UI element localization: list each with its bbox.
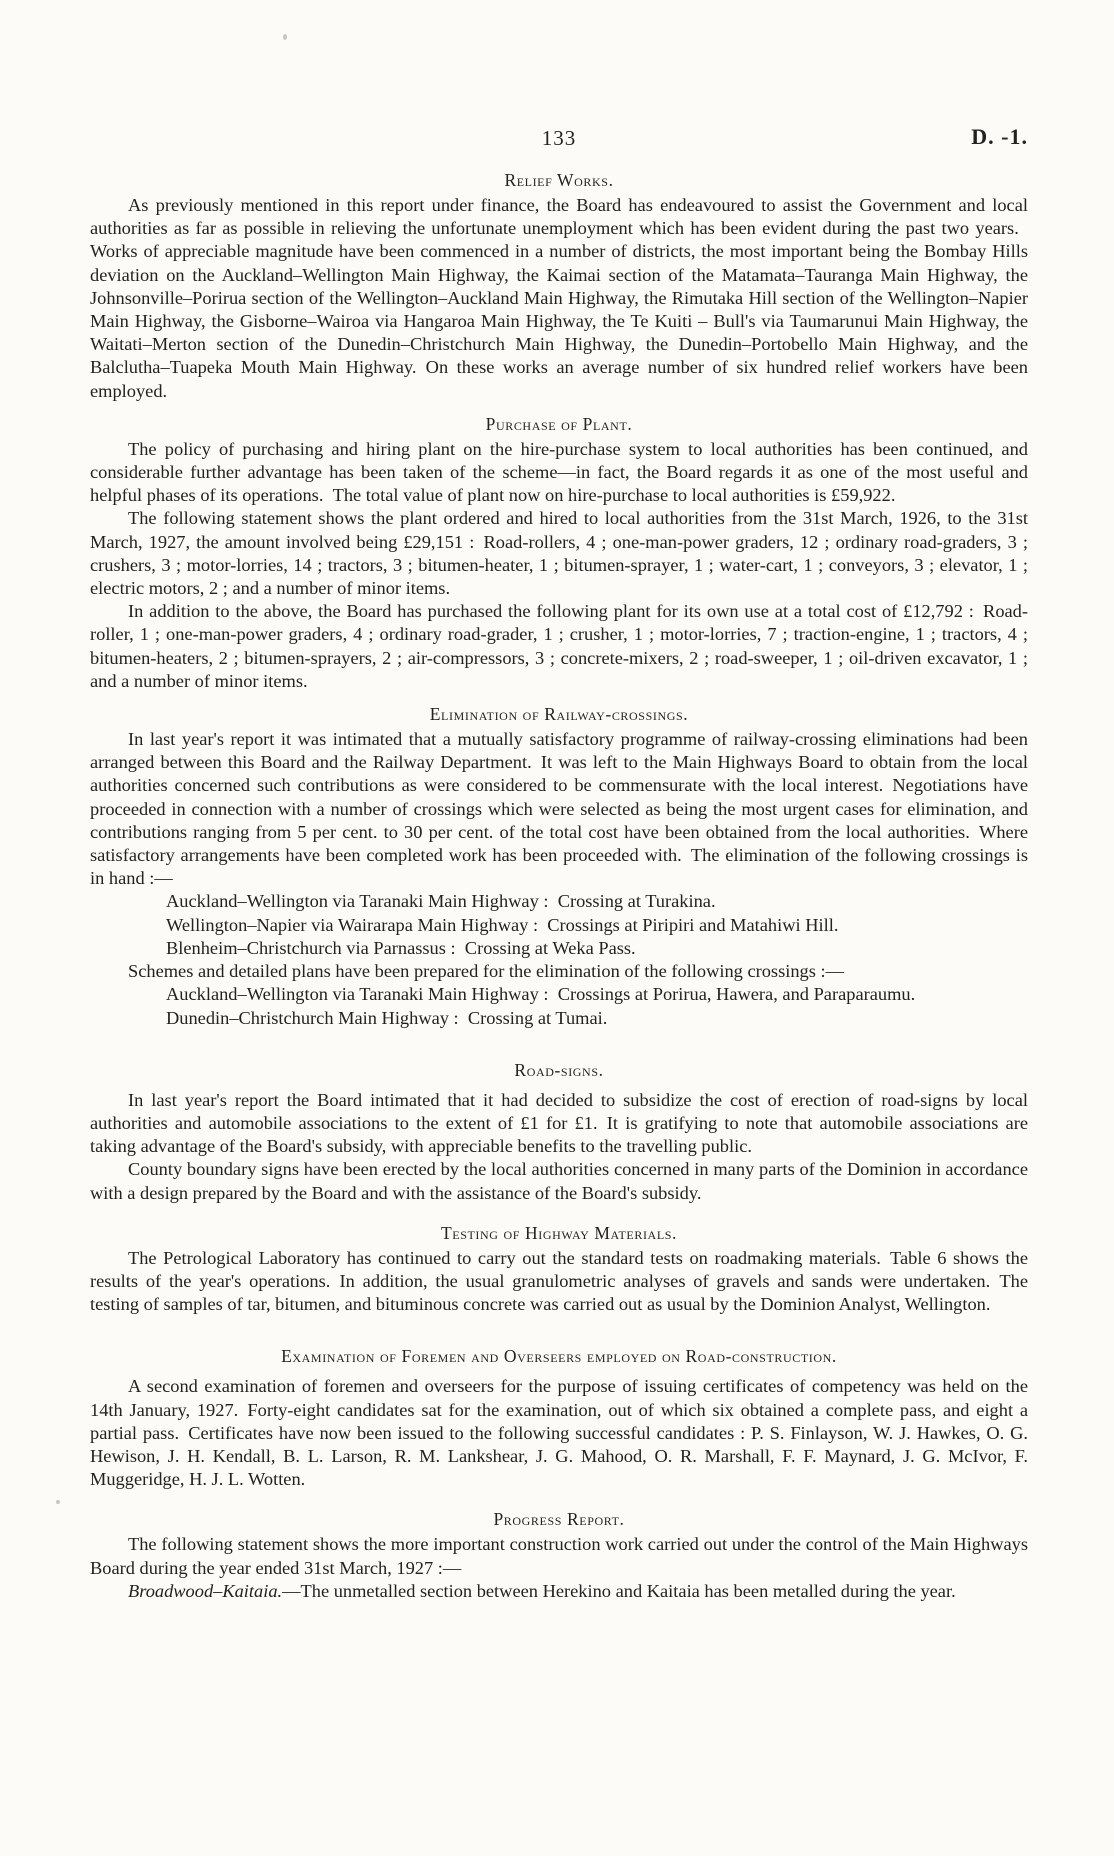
paragraph: In addition to the above, the Board has purchased the following plant for its own use at a total cost of £12,792 : Road-roller, 1 ; one-man-power graders, 4 ; ordinary road-grader, 1 ; crusher, 1 ; motor-lorries, 7 ; traction-engine, 1 ; tractors, 4 ; bitumen-heaters, 2 ; bitumen-sprayers, 2 ; air-compressors, 3 ; concrete-mixers, 2 ; road-sweeper, 1 ; oil-driven excavator, 1 ; and a number of minor items. [90, 601, 1028, 691]
section-heading: Examination of Foremen and Overseers employed on Road-construction. [281, 1346, 837, 1367]
crossing-item: Blenheim–Christchurch via Parnassus : Crossing at Weka Pass. [166, 937, 636, 958]
section-heading: Elimination of Railway-crossings. [429, 704, 689, 725]
crossing-item: Auckland–Wellington via Taranaki Main Highway : Crossing at Turakina. [166, 891, 716, 912]
section-heading: Progress Report. [493, 1509, 625, 1530]
highway-name: Broadwood–Kaitaia. [128, 1580, 283, 1601]
section-purchase-of-plant [90, 414, 1028, 693]
crossing-item: Dunedin–Christchurch Main Highway : Crossing at Tumai. [166, 1007, 608, 1028]
page-number: 133 [541, 126, 577, 150]
scan-artifact [56, 1500, 60, 1504]
section-heading: Relief Works. [504, 170, 614, 190]
paragraph: As previously mentioned in this report under finance, the Board has endeavoured to assist the Government and local authorities as far as possible in relieving the unfortunate unemployment which has been evident during the past two years. Works of appreciable magnitude have been commenced in a number of districts, the most important being the Bombay Hills deviation on the Auckland–Wellington Main Highway, the Kaimai section of the Matamata–Tauranga Main Highway, the Johnsonville–Porirua section of the Wellington–Auckland Main Highway, the Rimutaka Hill section of the Wellington–Napier Main Highway, the Gisborne–Wairoa via Hangaroa Main Highway, the Te Kuiti – Bull's via Taumarunui Main Highway, the Waitati–Merton section of the Dunedin–Christchurch Main Highway, the Dunedin–Portobello Main Highway, and the Balclutha–Tuapeka Mouth Main Highway. On these works an average number of six hundred relief workers have been employed. [90, 195, 1028, 401]
document-reference: D. -1. [971, 124, 1028, 149]
paragraph: The Petrological Laboratory has continued to carry out the standard tests on roadmaking materials. Table 6 shows the results of the year's operations. In addition, the usual granulometric analyses of gravels and sands were undertaken. The testing of samples of tar, bitumen, and bituminous concrete was carried out as usual by the Dominion Analyst, Wellington. [90, 1247, 1028, 1315]
crossing-item: Auckland–Wellington via Taranaki Main Highway : Crossings at Porirua, Hawera, and Paraparaumu. [166, 984, 916, 1005]
paragraph: In last year's report it was intimated that a mutually satisfactory programme of railway-crossing eliminations had been arranged between this Board and the Railway Department. It was left to the Main Highways Board to obtain from the local authorities concerned such contributions as were considered to be commensurate with the local interest. Negotiations have proceeded in connection with a number of crossings which were selected as being the most urgent cases for elimination, and contributions ranging from 5 per cent. to 30 per cent. of the total cost have been obtained from the local authorities. Where satisfactory arrangements have been completed work has been proceeded with. The elimination of the following crossings is in hand :— [90, 729, 1028, 889]
section-railway-crossings [90, 704, 1028, 1030]
paragraph: The following statement shows the more important construction work carried out under the control of the Main Highways Board during the year ended 31st March, 1927 :— [90, 1534, 1028, 1578]
section-road-signs [90, 1060, 1028, 1205]
section-heading: Purchase of Plant. [485, 413, 633, 434]
paragraph: The policy of purchasing and hiring plant on the hire-purchase system to local authorities has been continued, and considerable further advantage has been taken of the scheme—in fact, the Board regards it as one of the most useful and helpful phases of its operations. The total value of plant now on hire-purchase to local authorities is £59,922. [90, 438, 1028, 506]
section-relief-works [90, 170, 1028, 403]
paragraph: The following statement shows the plant ordered and hired to local authorities from the 31st March, 1926, to the 31st March, 1927, the amount involved being £29,151 : Road-rollers, 4 ; one-man-power graders, 12 ; ordinary road-graders, 3 ; crushers, 3 ; motor-lorries, 14 ; tractors, 3 ; bitumen-heater, 1 ; bitumen-sprayer, 1 ; water-cart, 1 ; conveyors, 3 ; elevator, 1 ; electric motors, 2 ; and a number of minor items. [90, 508, 1028, 599]
entry-text: —The unmetalled section between Herekino and Kaitaia has been metalled during the year. [282, 1580, 956, 1601]
section-testing-materials [90, 1223, 1028, 1317]
section-progress-report [90, 1509, 1028, 1603]
crossing-item: Wellington–Napier via Wairarapa Main Highway : Crossings at Piripiri and Matahiwi Hill. [166, 914, 839, 935]
scan-artifact [283, 34, 287, 40]
section-heading: Testing of Highway Materials. [440, 1222, 677, 1243]
paragraph: In last year's report the Board intimated that it had decided to subsidize the cost of erection of road-signs by local authorities and automobile associations to the extent of £1 for £1. It is gratifying to note that automobile associations are taking advantage of the Board's subsidy, with appreciable benefits to the travelling public. [90, 1089, 1028, 1157]
section-examination [90, 1346, 1028, 1491]
paragraph: County boundary signs have been erected by the local authorities concerned in many parts of the Dominion in accordance with a design prepared by the Board and with the assistance of the Board's subsidy. [90, 1159, 1028, 1203]
schemes-line: Schemes and detailed plans have been prepared for the elimination of the following crossings :— [128, 961, 845, 982]
page-header [90, 126, 1028, 158]
section-heading: Road-signs. [514, 1059, 604, 1080]
progress-entry [90, 1580, 1028, 1603]
paragraph: A second examination of foremen and overseers for the purpose of issuing certificates of competency was held on the 14th January, 1927. Forty-eight candidates sat for the examination, out of which six obtained a complete pass, and eight a partial pass. Certificates have now been issued to the following successful candidates : P. S. Finlayson, W. J. Hawkes, O. G. Hewison, J. H. Kendall, B. L. Larson, R. M. Lankshear, J. G. Mahood, O. R. Marshall, F. F. Maynard, J. G. McIvor, F. Muggeridge, H. J. L. Wotten. [90, 1376, 1028, 1490]
